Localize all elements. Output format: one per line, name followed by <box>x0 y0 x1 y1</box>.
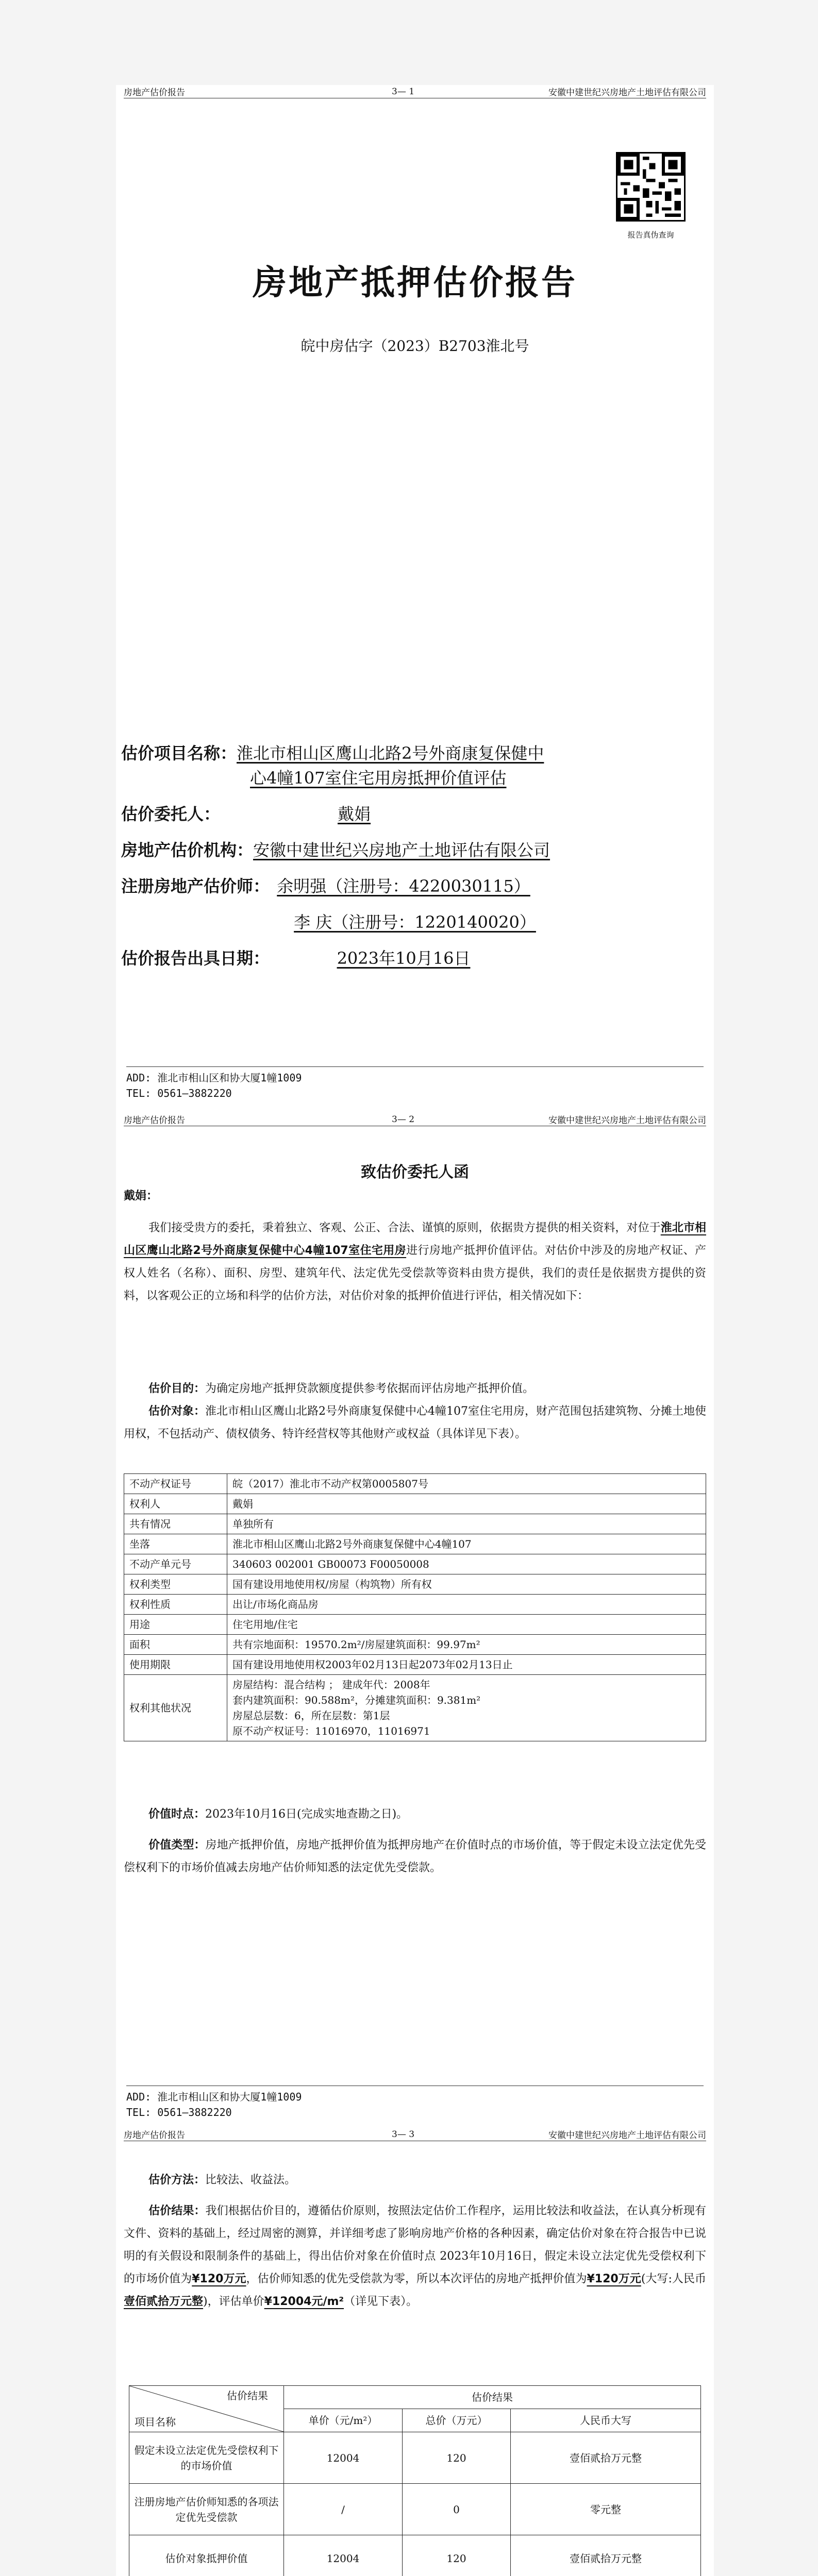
table-value: 戴娟 <box>227 1494 706 1514</box>
header-page: 3— 2 <box>392 1114 415 1125</box>
client-name: 戴娟 <box>338 804 371 824</box>
time-text: 2023年10月16日(完成实地查勘之日)。 <box>205 1808 408 1821</box>
table-key: 面积 <box>124 1635 227 1655</box>
table-row <box>124 1534 706 1554</box>
method-label: 估价方法： <box>148 2174 206 2187</box>
row-total: 0 <box>403 2484 511 2535</box>
table-key: 权利性质 <box>124 1595 227 1615</box>
table-value: 340603 002001 GB00073 F00050008 <box>227 1554 706 1574</box>
appraiser-1: 余明强（注册号：4220030115） <box>277 876 530 896</box>
purpose-paragraph <box>124 1378 706 1400</box>
type-text: 房地产抵押价值，房地产抵押价值为抵押房地产在价值时点的市场价值，等于假定未设立法定优先受偿权利下的市场价值减去房地产估价师知悉的法定优先受偿款。 <box>124 1839 706 1874</box>
footer-tel: TEL: 0561—3882220 <box>126 2106 232 2119</box>
mortgage-value: ¥120万元 <box>587 2273 641 2285</box>
col-upper: 人民币大写 <box>511 2409 701 2432</box>
unit-price: ¥12004元/m² <box>264 2295 344 2308</box>
row-unit: / <box>284 2484 403 2535</box>
project-label: 估价项目名称： <box>121 743 237 763</box>
letter-page <box>116 1113 714 2128</box>
row-upper: 壹佰贰拾万元整 <box>511 2432 701 2484</box>
appraiser-field-2 <box>121 911 683 934</box>
agency-label: 房地产估价机构： <box>121 840 254 860</box>
table-value: 皖（2017）淮北市不动产权第0005807号 <box>227 1474 706 1494</box>
project-line1: 淮北市相山区鹰山北路2号外商康复保健中 <box>237 743 544 763</box>
table-key: 不动产单元号 <box>124 1554 227 1574</box>
header-page: 3— 3 <box>392 2129 415 2140</box>
table-row <box>124 1514 706 1534</box>
table-row <box>129 2535 701 2576</box>
other-line: 房屋结构：混合结构 ； 建成年代：2008年 <box>232 1679 430 1691</box>
object-label: 估价对象： <box>148 1405 206 1418</box>
qr-caption: 报告真伪查询 <box>627 230 674 240</box>
header-left: 房地产估价报告 <box>124 1115 185 1126</box>
date-label: 估价报告出具日期： <box>121 948 270 968</box>
table-key: 权利人 <box>124 1494 227 1514</box>
result-page <box>116 2128 714 2576</box>
header-company: 安徽中建世纪兴房地产土地评估有限公司 <box>548 2130 706 2141</box>
table-key: 共有情况 <box>124 1514 227 1534</box>
result-text-c: (大写:人民币 <box>641 2273 706 2285</box>
table-header-row <box>129 2386 701 2409</box>
result-table <box>129 2385 701 2576</box>
appraiser-2: 李 庆（注册号：1220140020） <box>294 912 536 932</box>
result-text-b: ，估价师知悉的优先受偿款为零，所以本次评估的房地产抵押价值为 <box>246 2273 587 2285</box>
market-value: ¥120万元 <box>192 2273 246 2285</box>
time-label: 价值时点： <box>148 1808 206 1821</box>
page-footer <box>126 2086 704 2120</box>
appraiser-field <box>121 875 683 897</box>
type-label: 价值类型： <box>148 1839 206 1852</box>
table-key: 不动产权证号 <box>124 1474 227 1494</box>
cover-page <box>116 85 714 1203</box>
report-title: 房地产抵押估价报告 <box>253 263 577 302</box>
value-type-paragraph <box>124 1834 706 1879</box>
row-name: 估价对象抵押价值 <box>129 2535 284 2576</box>
result-label: 估价结果： <box>148 2205 206 2217</box>
result-text-a: 我们根据估价目的，遵循估价原则，按照法定估价工作程序，运用比较法和收益法，在认真分析现有文件、资料的基础上，经过周密的测算，并详细考虑了影响房地产价格的各种因素，确定估价对象在符合报告中已说明的有关假设和限制条件的基础上，得出估价对象在价值时点 2023年10月16日，假定未设立法定优先受偿权利下的市场价值为 <box>124 2205 706 2285</box>
salutation: 戴娟： <box>124 1190 158 1202</box>
table-row <box>124 1655 706 1675</box>
table-value: 住宅用地/住宅 <box>227 1615 706 1635</box>
table-row <box>124 1474 706 1494</box>
project-line2: 心4幢107室住宅用房抵押价值评估 <box>250 768 507 788</box>
table-value: 国有建设用地使用权/房屋（构筑物）所有权 <box>227 1574 706 1595</box>
table-row <box>124 1595 706 1615</box>
qr-code-icon[interactable] <box>616 152 686 222</box>
salutation-block <box>124 1185 706 1208</box>
intro-paragraph <box>124 1217 706 1308</box>
client-label: 估价委托人： <box>121 804 221 824</box>
table-row <box>124 1494 706 1514</box>
table-row <box>129 2484 701 2535</box>
table-key: 权利其他状况 <box>124 1675 227 1741</box>
table-row <box>124 1675 706 1741</box>
col-result: 估价结果 <box>284 2386 701 2409</box>
project-name-field <box>121 742 683 765</box>
other-line: 房屋总层数：6，所在层数：第1层 <box>232 1709 390 1722</box>
project-name-line2 <box>121 767 683 789</box>
result-paragraph <box>124 2200 706 2313</box>
table-key: 权利类型 <box>124 1574 227 1595</box>
col-total: 总价（万元） <box>403 2409 511 2432</box>
page-header <box>124 85 706 98</box>
intro-text-c: 进行房地产抵押价值评估。对估价中涉及的房地产权证、产权人姓名（名称）、面积、房型、建筑年代、法定优先受偿款等资料由贵方提供，我们的责任是依据贵方提供的资料，以客观公正的立场和科学的估价方法，对估价对象的抵押价值进行评估，相关情况如下： <box>124 1244 706 1302</box>
header-company: 安徽中建世纪兴房地产土地评估有限公司 <box>548 1115 706 1126</box>
table-row <box>124 1574 706 1595</box>
header-left: 房地产估价报告 <box>124 2130 185 2141</box>
footer-address: ADD: 淮北市相山区和协大厦1幢1009 <box>126 2091 302 2103</box>
table-value: 淮北市相山区鹰山北路2号外商康复保健中心4幢107 <box>227 1534 706 1554</box>
table-row <box>124 1635 706 1655</box>
header-company: 安徽中建世纪兴房地产土地评估有限公司 <box>548 88 706 98</box>
result-text-d: )，评估单价 <box>203 2295 264 2308</box>
appraiser-label: 注册房地产估价师： <box>121 876 270 896</box>
table-value: 单独所有 <box>227 1514 706 1534</box>
property-address: 淮北市相山区鹰山北路2号外商康复保健中心4幢107室住宅用房 <box>124 1222 706 1257</box>
client-field <box>121 803 683 825</box>
table-value: 国有建设用地使用权2003年02月13日起2073年02月13日止 <box>227 1655 706 1675</box>
report-date: 2023年10月16日 <box>337 948 471 968</box>
report-number: 皖中房估字（2023）B2703淮北号 <box>301 337 529 354</box>
corner-top-label: 估价结果 <box>227 2389 268 2402</box>
row-upper: 零元整 <box>511 2484 701 2535</box>
table-row <box>124 1615 706 1635</box>
table-value: 出让/市场化商品房 <box>227 1595 706 1615</box>
method-paragraph <box>124 2169 706 2192</box>
other-line: 套内建筑面积：90.588m²，分摊建筑面积：9.381m² <box>232 1694 481 1706</box>
corner-bottom-label: 项目名称 <box>135 2416 176 2428</box>
agency-name: 安徽中建世纪兴房地产土地评估有限公司 <box>253 840 550 860</box>
footer-tel: TEL: 0561—3882220 <box>126 1087 232 1099</box>
page-header <box>124 2128 706 2141</box>
header-page: 3— 1 <box>392 86 415 97</box>
object-text: 淮北市相山区鹰山北路2号外商康复保健中心4幢107室住宅用房，财产范围包括建筑物、分摊土地使用权，不包括动产、债权债务、特许经营权等其他财产或权益（具体详见下表）。 <box>124 1405 707 1440</box>
table-row <box>129 2432 701 2484</box>
object-paragraph <box>124 1400 706 1446</box>
footer-address: ADD: 淮北市相山区和协大厦1幢1009 <box>126 1072 302 1084</box>
table-corner <box>129 2386 284 2432</box>
value-time-paragraph <box>124 1803 706 1826</box>
agency-field <box>121 839 683 861</box>
row-unit: 12004 <box>284 2535 403 2576</box>
col-unit: 单价（元/m²） <box>284 2409 403 2432</box>
row-total: 120 <box>403 2432 511 2484</box>
table-row <box>124 1554 706 1574</box>
row-unit: 12004 <box>284 2432 403 2484</box>
table-value: 共有宗地面积：19570.2m²/房屋建筑面积：99.97m² <box>227 1635 706 1655</box>
header-left: 房地产估价报告 <box>124 88 185 98</box>
method-text: 比较法、收益法。 <box>205 2174 296 2187</box>
page-footer <box>126 1066 704 1101</box>
row-name: 假定未设立法定优先受偿权利下的市场价值 <box>129 2432 284 2484</box>
purpose-text: 为确定房地产抵押贷款额度提供参考依据而评估房地产抵押价值。 <box>205 1382 535 1395</box>
property-table <box>124 1473 706 1741</box>
result-text-e: （详见下表）。 <box>344 2295 418 2308</box>
other-line: 原不动产权证号：11016970，11016971 <box>232 1725 430 1737</box>
row-total: 120 <box>403 2535 511 2576</box>
page-header <box>124 1113 706 1126</box>
letter-title: 致估价委托人函 <box>361 1163 469 1181</box>
date-field <box>121 947 683 970</box>
value-in-words: 壹佰贰拾万元整 <box>124 2295 204 2308</box>
row-upper: 壹佰贰拾万元整 <box>511 2535 701 2576</box>
row-name: 注册房地产估价师知悉的各项法定优先受偿款 <box>129 2484 284 2535</box>
table-key: 用途 <box>124 1615 227 1635</box>
intro-text-a: 我们接受贵方的委托，秉着独立、客观、公正、合法、谨慎的原则，依据贵方提供的相关资料，对位于 <box>148 1222 661 1234</box>
table-key: 坐落 <box>124 1534 227 1554</box>
table-value <box>227 1675 706 1741</box>
table-key: 使用期限 <box>124 1655 227 1675</box>
purpose-label: 估价目的： <box>148 1382 206 1395</box>
